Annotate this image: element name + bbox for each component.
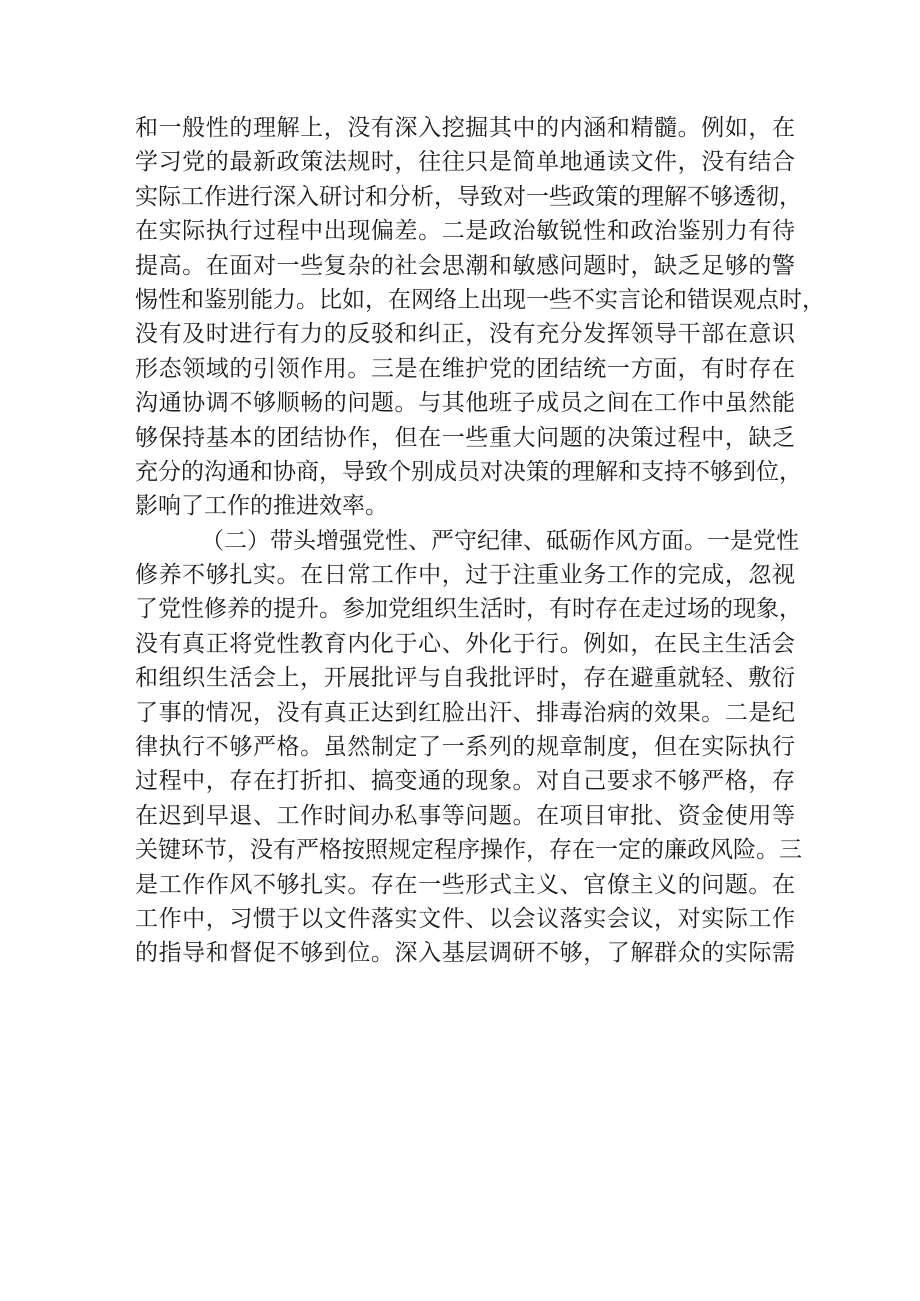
text-line: 的指导和督促不够到位。深入基层调研不够，了解群众的实际需 [135, 940, 795, 967]
text-line: 律执行不够严格。虽然制定了一系列的规章制度，但在实际执行 [135, 734, 795, 761]
text-line: 是工作作风不够扎实。存在一些形式主义、官僚主义的问题。在 [135, 871, 795, 898]
text-line: 关键环节，没有严格按照规定程序操作，存在一定的廉政风险。三 [135, 837, 802, 864]
text-line: 了党性修养的提升。参加党组织生活时，有时存在走过场的现象， [135, 596, 802, 623]
text-line: 提高。在面对一些复杂的社会思潮和敏感问题时，缺乏足够的警 [135, 252, 795, 279]
text-line: 没有及时进行有力的反驳和纠正，没有充分发挥领导干部在意识 [135, 321, 795, 348]
text-line: 实际工作进行深入研讨和分析，导致对一些政策的理解不够透彻， [135, 183, 802, 210]
text-line: 形态领域的引领作用。三是在维护党的团结统一方面，有时存在 [135, 355, 795, 382]
text-line: 没有真正将党性教育内化于心、外化于行。例如，在民主生活会 [135, 630, 795, 657]
text-line: 学习党的最新政策法规时，往往只是简单地通读文件，没有结合 [135, 149, 795, 176]
body-text [135, 111, 825, 971]
text-line: 惕性和鉴别能力。比如，在网络上出现一些不实言论和错误观点时， [135, 286, 825, 313]
paragraph-2 [135, 524, 802, 971]
text-line: 和一般性的理解上，没有深入挖掘其中的内涵和精髓。例如，在 [135, 115, 795, 141]
text-line: 影响了工作的推进效率。 [135, 493, 388, 520]
text-line: 在迟到早退、工作时间办私事等问题。在项目审批、资金使用等 [135, 802, 795, 829]
text-line: 修养不够扎实。在日常工作中，过于注重业务工作的完成，忽视 [135, 562, 795, 589]
text-line: 充分的沟通和协商，导致个别成员对决策的理解和支持不够到位， [135, 458, 802, 485]
text-line: 了事的情况，没有真正达到红脸出汗、排毒治病的效果。二是纪 [135, 699, 795, 726]
text-line: 和组织生活会上，开展批评与自我批评时，存在避重就轻、敷衍 [135, 665, 795, 692]
text-line: 在实际执行过程中出现偏差。二是政治敏锐性和政治鉴别力有待 [135, 218, 795, 245]
paragraph-1 [135, 111, 825, 524]
text-line: 过程中，存在打折扣、搞变通的现象。对自己要求不够严格，存 [135, 768, 795, 795]
text-line: 沟通协调不够顺畅的问题。与其他班子成员之间在工作中虽然能 [135, 390, 795, 417]
text-line: 够保持基本的团结协作，但在一些重大问题的决策过程中，缺乏 [135, 424, 795, 451]
section-heading-line: （二）带头增强党性、严守纪律、砥砺作风方面。一是党性 [201, 527, 799, 554]
text-line: 工作中，习惯于以文件落实文件、以会议落实会议，对实际工作 [135, 905, 795, 932]
